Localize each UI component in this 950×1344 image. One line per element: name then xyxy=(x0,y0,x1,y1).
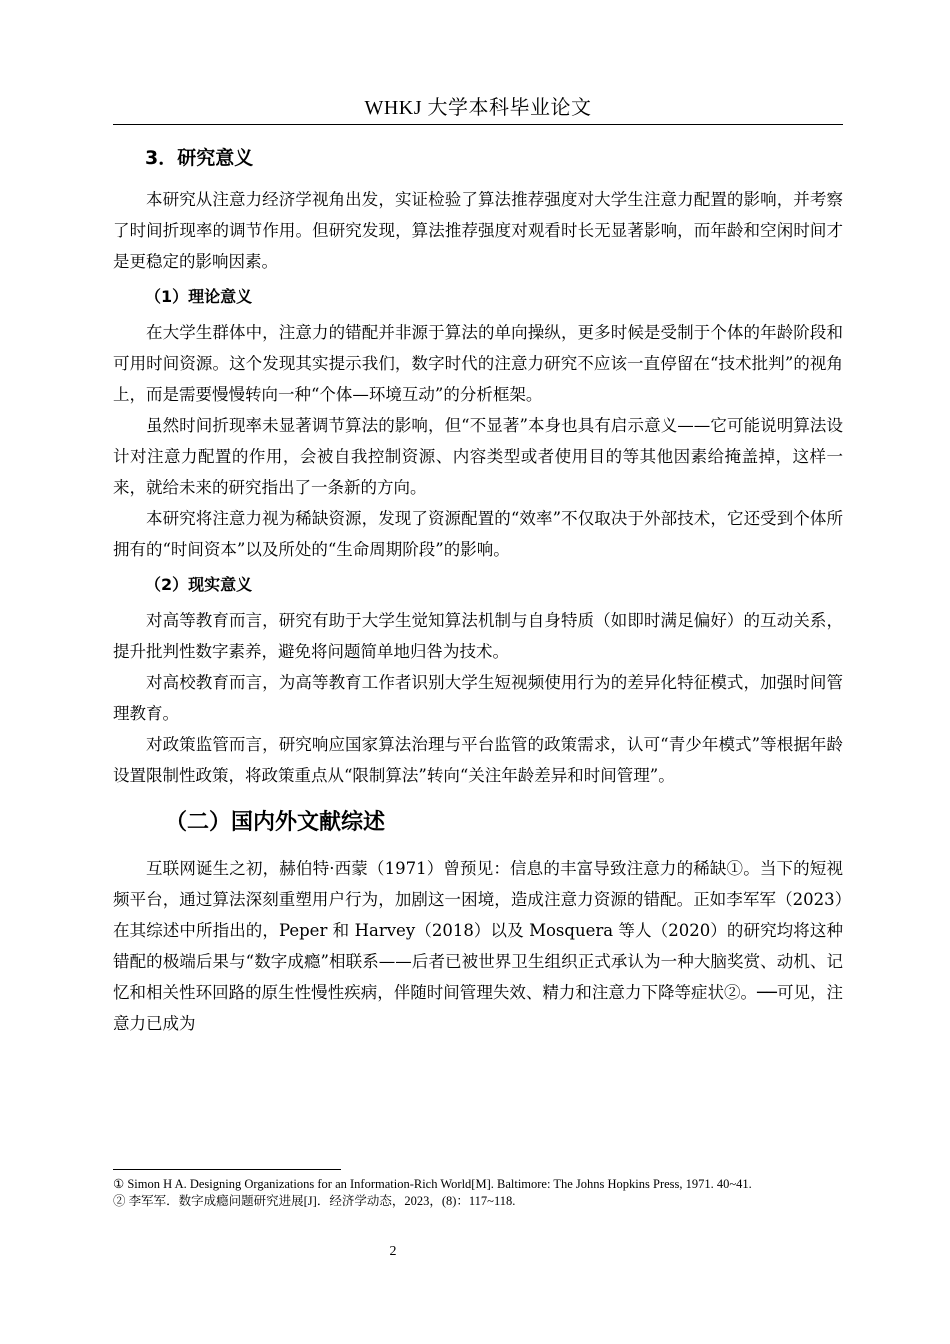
sub-heading-practical-significance: （2）现实意义 xyxy=(145,575,253,594)
footnotes xyxy=(113,1177,843,1211)
intro-paragraph: 本研究从注意力经济学视角出发，实证检验了算法推荐强度对大学生注意力配置的影响，并考察了时间折现率的调节作用。但研究发现，算法推荐强度对观看时长无显著影响，而年龄和空闲时间才是更稳定的影响因素。 xyxy=(113,190,843,271)
practice-paragraph-3: 对政策监管而言，研究响应国家算法治理与平台监管的政策需求，认可“青少年模式”等根据年龄设置限制性政策，将政策重点从“限制算法”转向“关注年龄差异和时间管理”。 xyxy=(113,735,843,785)
practice-paragraph-1: 对高等教育而言，研究有助于大学生觉知算法机制与自身特质（如即时满足偏好）的互动关系，提升批判性数字素养，避免将问题简单地归咎为技术。 xyxy=(113,611,843,661)
running-header: WHKJ 大学本科毕业论文 xyxy=(364,97,592,119)
page-number: 2 xyxy=(389,1244,397,1259)
footnote-2: ② 李军军．数字成瘾问题研究进展[J]．经济学动态，2023，(8)：117~118. xyxy=(113,1194,516,1208)
header-rule xyxy=(113,124,843,125)
footnote-rule xyxy=(113,1169,341,1170)
footnote-1: ① Simon H A. Designing Organizations for an Information-Rich World[M]. Baltimore: The Johns Hopkins Press, 1971. 40~41. xyxy=(113,1177,752,1191)
theory-paragraph-1: 在大学生群体中，注意力的错配并非源于算法的单向操纵，更多时候是受制于个体的年龄阶段和可用时间资源。这个发现其实提示我们，数字时代的注意力研究不应该一直停留在“技术批判”的视角上，而是需要慢慢转向一种“个体—环境互动”的分析框架。 xyxy=(113,323,843,404)
literature-review-paragraph: 互联网诞生之初，赫伯特·西蒙（1971）曾预见：信息的丰富导致注意力的稀缺①。当下的短视频平台，通过算法深刻重塑用户行为，加剧这一困境，造成注意力资源的错配。正如李军军（2023）在其综述中所指出的，Peper 和 Harvey（2018）以及 Mosquera 等人（2020）的研究均将这种错配的极端后果与“数字成瘾”相联系——后者已被世界卫生组织正式承认为一种大脑奖赏、动机、记忆和相关性环回路的原生性慢性疾病，伴随时间管理失效、精力和注意力下降等症状②。──可见，注意力已成为 xyxy=(113,859,843,1033)
practice-paragraph-2: 对高校教育而言，为高等教育工作者识别大学生短视频使用行为的差异化特征模式，加强时间管理教育。 xyxy=(113,673,843,723)
chapter-heading-literature-review: （二）国内外文献综述 xyxy=(165,810,386,835)
theory-paragraph-2: 虽然时间折现率未显著调节算法的影响，但“不显著”本身也具有启示意义——它可能说明算法设计对注意力配置的作用，会被自我控制资源、内容类型或者使用目的等其他因素给掩盖掉，这样一来，就给未来的研究指出了一条新的方向。 xyxy=(113,416,843,497)
page-body xyxy=(113,138,843,1039)
section-heading-research-significance: 3．研究意义 xyxy=(145,147,254,169)
sub-heading-theoretical-significance: （1）理论意义 xyxy=(145,287,253,306)
theory-paragraph-3: 本研究将注意力视为稀缺资源，发现了资源配置的“效率”不仅取决于外部技术，它还受到个体所拥有的“时间资本”以及所处的“生命周期阶段”的影响。 xyxy=(113,509,843,559)
